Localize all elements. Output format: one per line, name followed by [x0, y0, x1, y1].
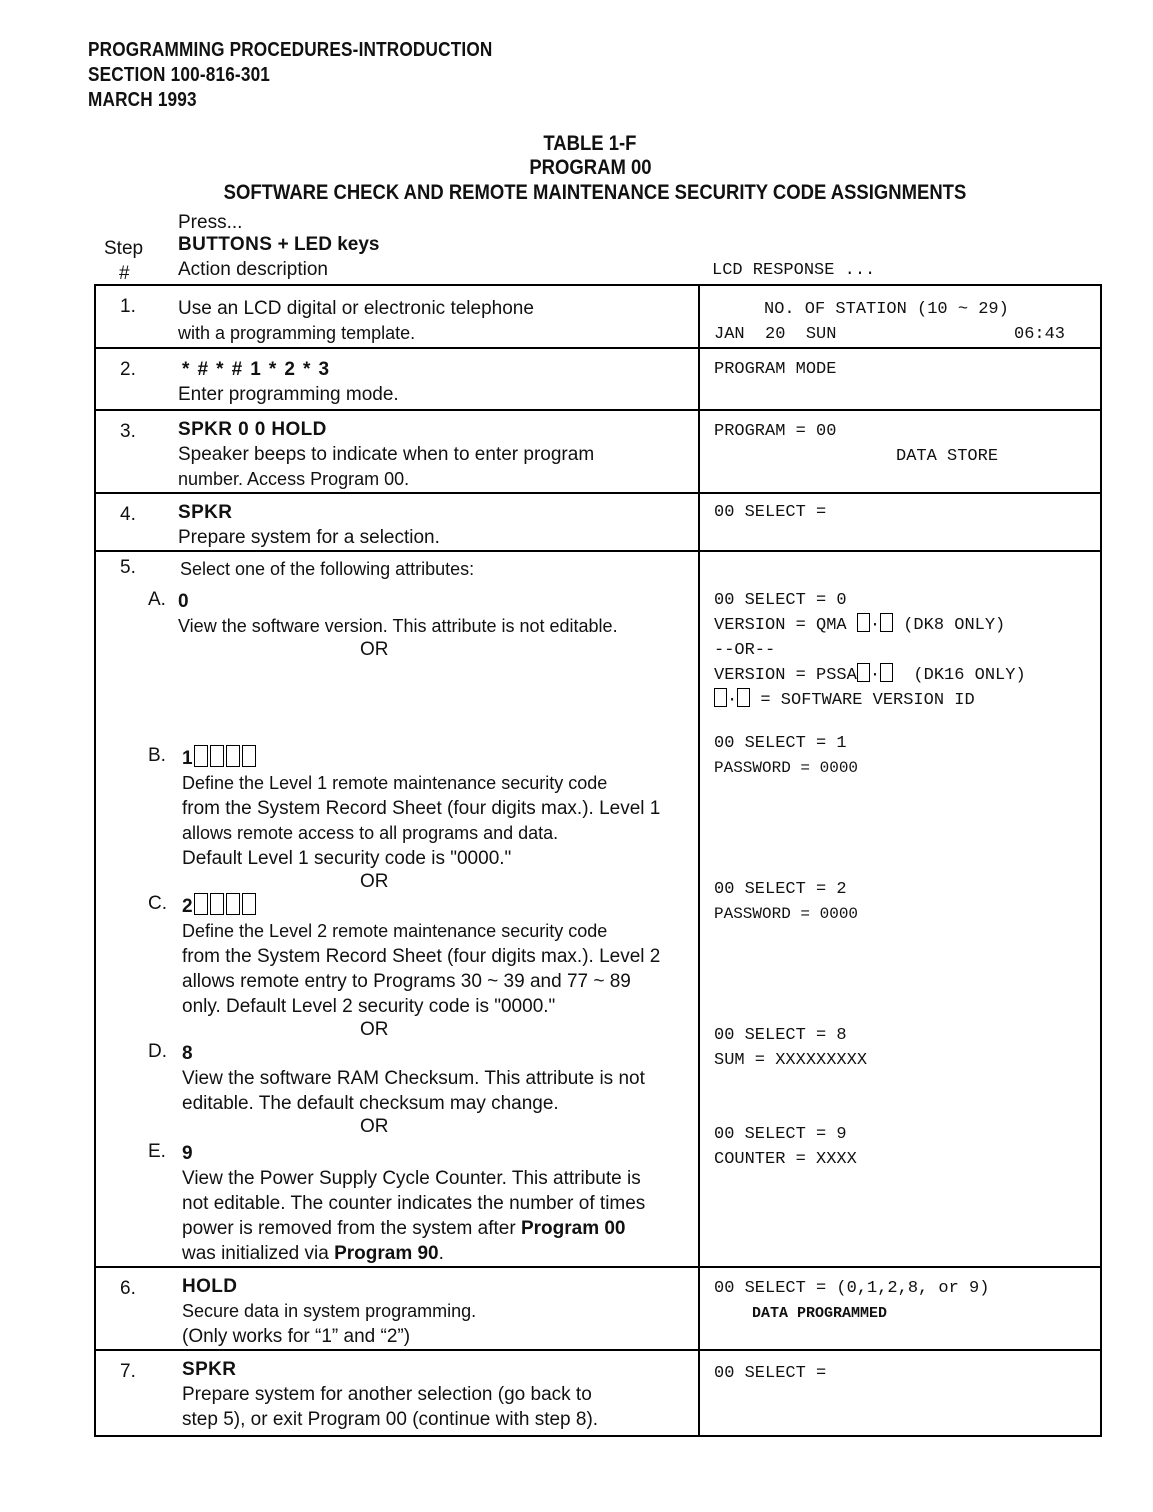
- step-5-row: [95, 551, 1101, 1267]
- attribute-b-key: 1: [182, 745, 698, 771]
- step-3-row: [95, 410, 1101, 493]
- step-6-keys: HOLD: [182, 1276, 238, 1297]
- lcd-version-id-legend: · = SOFTWARE VERSION ID: [714, 688, 1100, 713]
- step-label: Step: [104, 238, 144, 259]
- attribute-b: [96, 745, 698, 893]
- header-line-1: PROGRAMMING PROCEDURES-INTRODUCTION: [88, 39, 493, 61]
- step-number: 1.: [120, 296, 136, 317]
- step-3-keys: SPKR 0 0 HOLD: [178, 419, 327, 440]
- step-7-row: [95, 1350, 1101, 1436]
- step-5-intro: Select one of the following attributes:: [180, 559, 475, 579]
- attribute-c-label: C.: [148, 893, 167, 914]
- lcd-select-8: 00 SELECT = 8: [714, 1026, 847, 1045]
- procedure-table: [94, 284, 1102, 1437]
- step-2-desc: Enter programming mode.: [178, 384, 399, 405]
- lcd-program-mode: PROGRAM MODE: [714, 360, 837, 379]
- attribute-b-desc-2: from the System Record Sheet (four digits max.). Level 1: [182, 798, 661, 819]
- lcd-date-line: JAN 20 SUN 06:43: [714, 325, 1066, 344]
- attribute-e-label: E.: [148, 1141, 166, 1162]
- attribute-e: [96, 1141, 698, 1266]
- attribute-e-key: 9: [182, 1143, 193, 1164]
- step-7-keys: SPKR: [182, 1359, 237, 1380]
- attribute-b-desc-4: Default Level 1 security code is "0000.": [182, 848, 512, 869]
- step-4-row: [95, 493, 1101, 551]
- attribute-c-desc-1: Define the Level 2 remote maintenance security code: [182, 921, 608, 941]
- lcd-version-pssa: VERSION = PSSA · (DK16 ONLY): [714, 663, 1100, 688]
- lcd-data-store: DATA STORE: [896, 447, 999, 466]
- step-6-desc-1: Secure data in system programming.: [182, 1301, 477, 1321]
- attribute-b-desc-3: allows remote access to all programs and data.: [182, 823, 559, 843]
- attribute-d-desc-1: View the software RAM Checksum. This attribute is not: [182, 1068, 645, 1089]
- lcd-select-1: 00 SELECT = 1: [714, 734, 847, 753]
- step-number: 7.: [120, 1361, 136, 1382]
- step-6-row: [95, 1267, 1101, 1350]
- attribute-a-label: A.: [148, 589, 166, 610]
- step-3-desc-2: number. Access Program 00.: [178, 469, 410, 489]
- step-6-desc-2: (Only works for “1” and “2”): [182, 1326, 411, 1347]
- table-number: TABLE 1-F: [543, 132, 637, 155]
- or-label: OR: [360, 1116, 389, 1137]
- lcd-select-blank: 00 SELECT =: [714, 503, 827, 522]
- step-2-row: [95, 348, 1101, 410]
- attribute-d-label: D.: [148, 1041, 167, 1062]
- lcd-data-programmed: DATA PROGRAMMED: [752, 1305, 888, 1322]
- attribute-a: [96, 589, 698, 661]
- attribute-e-desc-1: View the Power Supply Cycle Counter. This attribute is: [182, 1168, 641, 1189]
- header-line-3: MARCH 1993: [88, 89, 197, 111]
- step-1-row: [95, 285, 1101, 348]
- attribute-c-key: 2: [182, 893, 698, 919]
- header-line-2: SECTION 100-816-301: [88, 64, 271, 86]
- attribute-a-desc: View the software version. This attribute is not editable.: [178, 616, 618, 636]
- step-number: 4.: [120, 504, 136, 525]
- attribute-c-desc-4: only. Default Level 2 security code is "0000.": [182, 996, 556, 1017]
- attribute-d-key: 8: [182, 1043, 193, 1064]
- or-label: OR: [360, 1019, 389, 1040]
- lcd-or-line: --OR--: [714, 641, 776, 660]
- lcd-response-heading: LCD RESPONSE ...: [712, 261, 876, 280]
- attribute-e-desc-2: not editable. The counter indicates the number of times: [182, 1193, 646, 1214]
- step-1-line-1: Use an LCD digital or electronic telephone: [178, 298, 534, 319]
- attribute-a-key: 0: [178, 591, 189, 612]
- attribute-e-desc-3: power is removed from the system after Program 00: [182, 1218, 626, 1239]
- table-subtitle: SOFTWARE CHECK AND REMOTE MAINTENANCE SECURITY CODE ASSIGNMENTS: [223, 181, 967, 204]
- attribute-b-desc-1: Define the Level 1 remote maintenance security code: [182, 773, 608, 793]
- step-1-line-2: with a programming template.: [178, 323, 416, 343]
- step-7-desc-1: Prepare system for another selection (go back to: [182, 1384, 592, 1405]
- lcd-checksum: SUM = XXXXXXXXX: [714, 1051, 868, 1070]
- lcd-station-line: NO. OF STATION (10 ~ 29): [764, 300, 1009, 319]
- step-2-keys: * # * # 1 * 2 * 3: [182, 359, 330, 380]
- step-3-desc-1: Speaker beeps to indicate when to enter program: [178, 444, 595, 465]
- lcd-program-00: PROGRAM = 00: [714, 422, 837, 441]
- attribute-c: [96, 893, 698, 1041]
- program-title: PROGRAM 00: [528, 156, 652, 179]
- step-4-keys: SPKR: [178, 502, 233, 523]
- lcd-version-qma: VERSION = QMA · (DK8 ONLY): [714, 613, 1100, 638]
- or-label: OR: [360, 871, 389, 892]
- lcd-select-9: 00 SELECT = 9: [714, 1125, 847, 1144]
- attribute-e-desc-4: was initialized via Program 90.: [182, 1243, 444, 1264]
- step-number: 5.: [120, 557, 136, 578]
- action-description-heading: Action description: [178, 259, 328, 280]
- step-7-desc-2: step 5), or exit Program 00 (continue with step 8).: [182, 1409, 599, 1430]
- step-4-desc: Prepare system for a selection.: [178, 527, 440, 548]
- attribute-d-desc-2: editable. The default checksum may change.: [182, 1093, 559, 1114]
- lcd-password-1: PASSWORD = 0000: [714, 759, 859, 777]
- buttons-led-heading: BUTTONS + LED keys: [178, 234, 380, 255]
- lcd-select-2: 00 SELECT = 2: [714, 880, 847, 899]
- step-number: 3.: [120, 421, 136, 442]
- attribute-b-label: B.: [148, 745, 166, 766]
- lcd-select-0: 00 SELECT = 0: [714, 591, 847, 610]
- lcd-select-options: 00 SELECT = (0,1,2,8, or 9): [714, 1279, 990, 1298]
- or-label: OR: [360, 639, 389, 660]
- lcd-counter: COUNTER = XXXX: [714, 1150, 857, 1169]
- lcd-select-again: 00 SELECT =: [714, 1364, 827, 1383]
- step-number: 6.: [120, 1278, 136, 1299]
- attribute-c-desc-3: allows remote entry to Programs 30 ~ 39 and 77 ~ 89: [182, 971, 631, 992]
- lcd-password-2: PASSWORD = 0000: [714, 905, 859, 923]
- attribute-d: [96, 1041, 698, 1138]
- press-label: Press...: [178, 212, 243, 233]
- attribute-c-desc-2: from the System Record Sheet (four digits max.). Level 2: [182, 946, 661, 967]
- step-hash: #: [119, 263, 130, 284]
- step-number: 2.: [120, 359, 136, 380]
